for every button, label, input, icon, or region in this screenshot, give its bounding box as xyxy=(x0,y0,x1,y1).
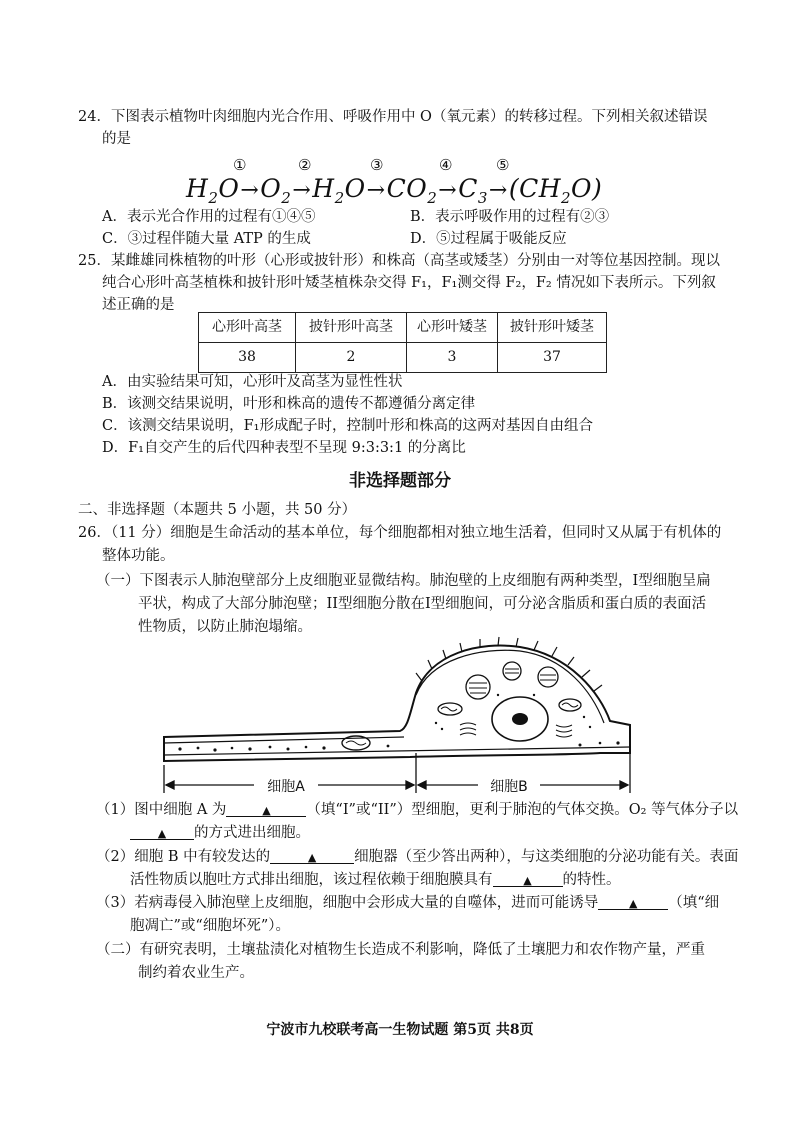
answer-blank-4[interactable]: ▲ xyxy=(493,875,563,887)
answer-blank-1[interactable]: ▲ xyxy=(226,805,306,817)
table-header-cell: 披针形叶矮茎 xyxy=(498,313,607,343)
table-cell: 3 xyxy=(407,343,498,373)
q26-p1-line2: ▲ 的方式进出细胞。 xyxy=(130,823,310,845)
step-4-label: ④ xyxy=(439,156,453,174)
q25-phenotype-table xyxy=(198,312,607,373)
page-footer: 宁波市九校联考高一生物试题 第5页 共8页 xyxy=(266,1022,534,1038)
q26-sub2-line2: 制约着农业生产。 xyxy=(138,965,254,981)
q24-number: 24． xyxy=(78,109,111,125)
q25-option-b: B．该测交结果说明，叶形和株高的遗传不都遵循分离定律 xyxy=(102,396,476,412)
q26-line1: 26．（11 分）细胞是生命活动的基本单位，每个细胞都相对独立地生活着，但同时又从属于有机体的 xyxy=(78,525,722,541)
step-3-label: ③ xyxy=(370,156,384,174)
table-header-cell: 心形叶矮茎 xyxy=(407,313,498,343)
q25-stem-line1 xyxy=(78,251,720,273)
answer-blank-3[interactable]: ▲ xyxy=(270,852,354,864)
cell-b-body xyxy=(416,637,604,741)
step-1-label: ① xyxy=(233,156,247,174)
cell-b-label: 细胞B xyxy=(490,779,528,795)
q24-stem-line1 xyxy=(78,107,707,129)
cell-dimension-arrows xyxy=(164,749,630,793)
q24-stem-line2: 的是 xyxy=(102,131,131,147)
table-header-cell: 披针形叶高茎 xyxy=(296,313,407,343)
q26-p3-line2: 胞凋亡”或“细胞坏死”）。 xyxy=(130,918,290,934)
q25-option-d: D．F₁自交产生的后代四种表型不呈现 9:3:3:1 的分离比 xyxy=(102,440,466,456)
q24-stem-text: 下图表示植物叶肉细胞内光合作用、呼吸作用中 O（氧元素）的转移过程。下列相关叙述错误 xyxy=(110,109,708,125)
q24-equation: $H_2O\to O_2\to H_2O\to CO_2\to C_3\to(CH_2O)$ xyxy=(186,174,603,207)
q26-sub1-line2: 平状，构成了大部分肺泡壁；II型细胞分散在I型细胞间，可分泌含脂质和蛋白质的表面活 xyxy=(138,596,707,612)
answer-blank-5[interactable]: ▲ xyxy=(598,898,668,910)
table-cell: 2 xyxy=(296,343,407,373)
table-header-cell: 心形叶高茎 xyxy=(199,313,296,343)
q26-sub1-line3: 性物质，以防止肺泡塌缩。 xyxy=(138,619,312,635)
q25-stem-line3: 述正确的是 xyxy=(102,297,175,313)
q26-sub1-line1: （一）下图表示人肺泡壁部分上皮细胞亚显微结构。肺泡壁的上皮细胞有两种类型，I型细胞呈扁 xyxy=(96,573,711,589)
section-title: 非选择题部分 xyxy=(349,471,451,491)
cell-a-label: 细胞A xyxy=(267,779,305,795)
part2-heading: 二、非选择题（本题共 5 小题，共 50 分） xyxy=(78,502,357,518)
step-2-label: ② xyxy=(298,156,312,174)
q24-option-d: D．⑤过程属于吸能反应 xyxy=(410,231,567,247)
table-cell: 38 xyxy=(199,343,296,373)
q26-line2: 整体功能。 xyxy=(102,548,175,564)
table-cell: 37 xyxy=(498,343,607,373)
q24-formula xyxy=(186,154,616,206)
q26-p3-line1: （3）若病毒侵入肺泡壁上皮细胞，细胞中会形成大量的自噬体，进而可能诱导 ▲ （填“细 xyxy=(96,895,720,911)
q26-p2-line1: （2）细胞 B 中有较发达的 ▲ 细胞器（至少答出两种），与这类细胞的分泌功能有关。表面 xyxy=(96,849,739,865)
q24-option-a: A．表示光合作用的过程有①④⑤ xyxy=(102,209,316,225)
q25-stem-text: 某雌雄同株植物的叶形（心形或披针形）和株高（高茎或矮茎）分别由一对等位基因控制。现以 xyxy=(110,253,720,269)
q26-p1-line1: （1）图中细胞 A 为 ▲ （填“I”或“II”）型细胞，更利于肺泡的气体交换。O₂ 等气体分子以 xyxy=(96,802,739,818)
q24-option-b: B．表示呼吸作用的过程有②③ xyxy=(410,209,610,225)
step-5-label: ⑤ xyxy=(496,156,510,174)
answer-blank-2[interactable]: ▲ xyxy=(130,828,194,840)
q25-option-a: A．由实验结果可知，心形叶及高茎为显性性状 xyxy=(102,374,403,390)
q24-option-c: C．③过程伴随大量 ATP 的生成 xyxy=(102,231,311,247)
q26-sub2-line1: （二）有研究表明，土壤盐渍化对植物生长造成不利影响，降低了土壤肥力和农作物产量，严重 xyxy=(96,942,705,958)
q26-p2-line2: 活性物质以胞吐方式排出细胞，该过程依赖于细胞膜具有 ▲ 的特性。 xyxy=(130,872,621,888)
table-row xyxy=(199,343,607,373)
table-header-row xyxy=(199,313,607,343)
q25-number: 25． xyxy=(78,253,111,269)
q25-option-c: C．该测交结果说明，F₁形成配子时，控制叶形和株高的这两对基因自由组合 xyxy=(102,418,593,434)
alveolar-cell-figure xyxy=(160,633,640,803)
q25-stem-line2: 纯合心形叶高茎植株和披针形叶矮茎植株杂交得 F₁，F₁测交得 F₂，F₂ 情况如下表所示。下列叙 xyxy=(102,275,716,291)
